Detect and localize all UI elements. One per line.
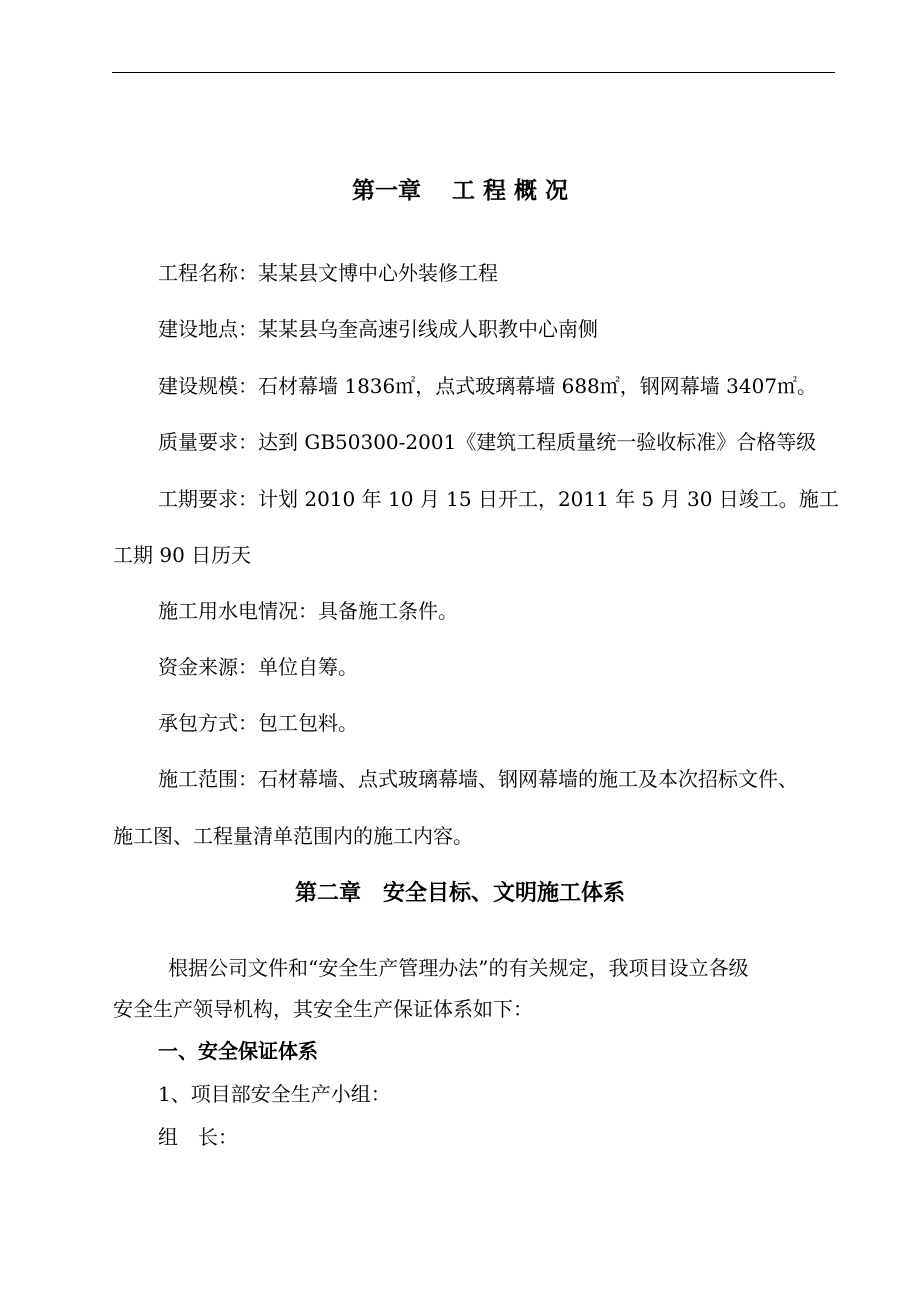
- scope-line-cont: 施工图、工程量清单范围内的施工内容。: [113, 824, 473, 848]
- quality-line: 质量要求：达到 GB50300-2001《建筑工程质量统一验收标准》合格等级: [158, 430, 817, 454]
- funding-line: 资金来源：单位自筹。: [158, 655, 358, 679]
- chapter-2-title: 第二章 安全目标、文明施工体系: [294, 880, 625, 906]
- project-name-line: 工程名称：某某县文博中心外装修工程: [158, 261, 498, 285]
- schedule-line: 工期要求：计划 2010 年 10 月 15 日开工，2011 年 5 月 30 日竣工。施工: [158, 487, 839, 511]
- header-rule: [112, 72, 835, 73]
- chapter-1-title: 第一章 工 程 概 况: [351, 177, 569, 204]
- intro-line-1: 根据公司文件和“安全生产管理办法”的有关规定，我项目设立各级: [168, 956, 749, 980]
- schedule-line-cont: 工期 90 日历天: [113, 543, 252, 567]
- site-location-line: 建设地点：某某县乌奎高速引线成人职教中心南侧: [158, 317, 598, 341]
- intro-line-2: 安全生产领导机构，其安全生产保证体系如下：: [113, 997, 533, 1021]
- item-1: 1、项目部安全生产小组：: [158, 1082, 391, 1106]
- contract-mode-line: 承包方式：包工包料。: [158, 711, 358, 735]
- scale-line: 建设规模：石材幕墙 1836㎡，点式玻璃幕墙 688㎡，钢网幕墙 3407㎡。: [158, 374, 818, 398]
- utilities-line: 施工用水电情况：具备施工条件。: [158, 599, 458, 623]
- leader-label: 组 长：: [158, 1125, 238, 1149]
- section-title: 一、安全保证体系: [158, 1039, 318, 1063]
- scope-line: 施工范围：石材幕墙、点式玻璃幕墙、钢网幕墙的施工及本次招标文件、: [158, 767, 798, 791]
